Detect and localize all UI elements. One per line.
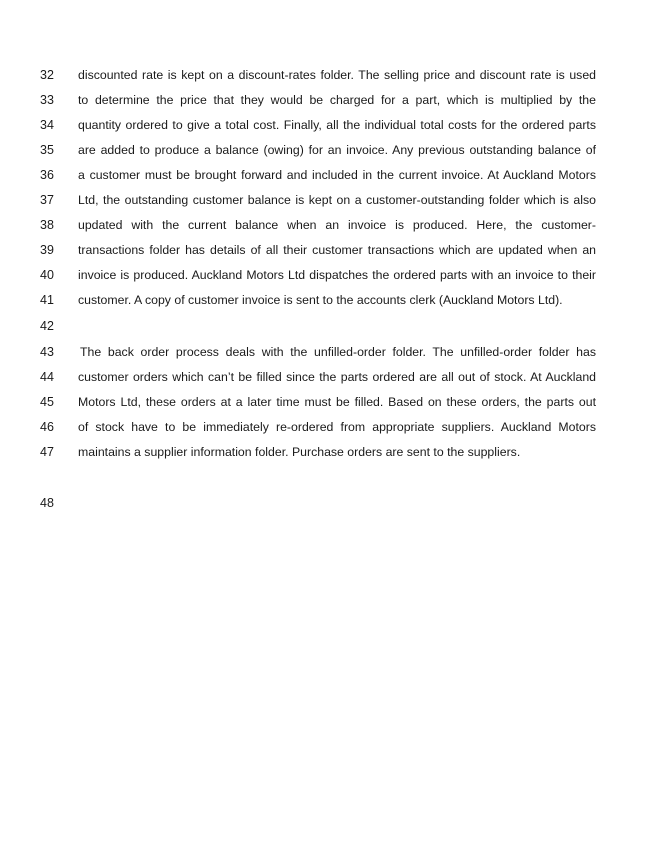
line-text: maintains a supplier information folder. Purchase orders are sent to the suppliers.	[78, 445, 521, 459]
line-text: transactions folder has details of all their customer transactions which are updated when an	[78, 243, 596, 257]
line-number: 45	[40, 395, 54, 409]
line-number: 37	[40, 193, 54, 207]
line-number: 33	[40, 93, 54, 107]
line-37	[0, 192, 666, 217]
line-36	[0, 167, 666, 192]
line-number: 40	[40, 268, 54, 282]
line-text: The back order process deals with the unfilled-order folder. The unfilled-order folder has	[80, 345, 596, 359]
line-42	[0, 318, 666, 343]
line-35	[0, 142, 666, 167]
line-48	[0, 495, 666, 520]
line-41	[0, 292, 666, 317]
line-number: 47	[40, 445, 54, 459]
line-number: 34	[40, 118, 54, 132]
line-38	[0, 217, 666, 242]
line-number: 36	[40, 168, 54, 182]
line-47	[0, 444, 666, 469]
line-text: of stock have to be immediately re-ordered from appropriate suppliers. Auckland Motors	[78, 420, 596, 434]
line-text: quantity ordered to give a total cost. Finally, all the individual total costs for the ordered parts	[78, 118, 596, 132]
line-text: invoice is produced. Auckland Motors Ltd dispatches the ordered parts with an invoice to their	[78, 268, 596, 282]
line-text: a customer must be brought forward and included in the current invoice. At Auckland Motors	[78, 168, 596, 182]
line-number: 43	[40, 345, 54, 359]
line-number: 46	[40, 420, 54, 434]
line-text: are added to produce a balance (owing) for an invoice. Any previous outstanding balance of	[78, 143, 596, 157]
line-text: to determine the price that they would be charged for a part, which is multiplied by the	[78, 93, 596, 107]
line-number: 41	[40, 293, 54, 307]
line-text: discounted rate is kept on a discount-rates folder. The selling price and discount rate is used	[78, 68, 596, 82]
line-number: 35	[40, 143, 54, 157]
line-46	[0, 419, 666, 444]
line-40	[0, 267, 666, 292]
line-number: 39	[40, 243, 54, 257]
line-number: 32	[40, 68, 54, 82]
line-45	[0, 394, 666, 419]
line-text: Ltd, the outstanding customer balance is kept on a customer-outstanding folder which is also	[78, 193, 596, 207]
line-34	[0, 117, 666, 142]
line-text: customer. A copy of customer invoice is sent to the accounts clerk (Auckland Motors Ltd).	[78, 293, 563, 307]
line-39	[0, 242, 666, 267]
line-number: 48	[40, 496, 54, 510]
line-44	[0, 369, 666, 394]
line-32	[0, 67, 666, 92]
line-number: 38	[40, 218, 54, 232]
line-33	[0, 92, 666, 117]
line-text: updated with the current balance when an invoice is produced. Here, the customer-	[78, 218, 596, 232]
line-43	[0, 344, 666, 369]
line-text: Motors Ltd, these orders at a later time must be filled. Based on these orders, the parts out	[78, 395, 596, 409]
line-number: 42	[40, 319, 54, 333]
line-text: customer orders which can’t be filled since the parts ordered are all out of stock. At Auckland	[78, 370, 596, 384]
line-number: 44	[40, 370, 54, 384]
